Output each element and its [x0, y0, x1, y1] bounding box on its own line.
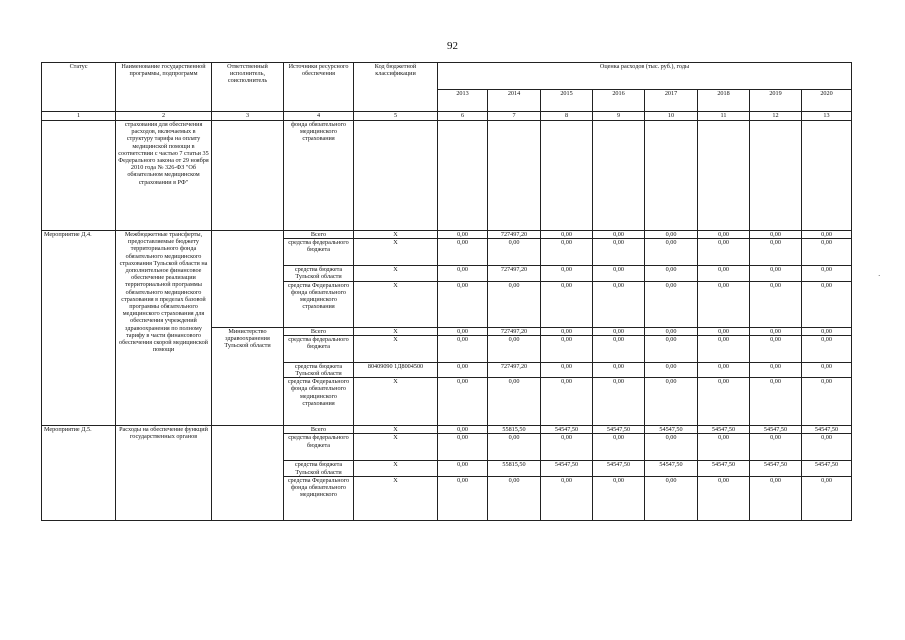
value-cell: 0,00	[802, 335, 852, 362]
column-number: 7	[488, 112, 541, 121]
header-sources: Источники ресурсного обеспечения	[284, 63, 354, 112]
source-cell: средства Федерального фонда обязательного медицинского страхования	[284, 281, 354, 327]
year-cell: 2016	[593, 90, 645, 112]
value-cell: 0,00	[750, 362, 802, 377]
executor-blank	[212, 231, 284, 328]
year-cell: 2020	[802, 90, 852, 112]
value-cell: 0,00	[438, 461, 488, 476]
value-cell: 0,00	[698, 434, 750, 461]
measure-d5	[42, 426, 852, 521]
value-cell: 0,00	[541, 378, 593, 426]
value-cell: 727497,20	[488, 327, 541, 335]
value-cell: 0,00	[750, 239, 802, 266]
year-cell: 2013	[438, 90, 488, 112]
value-cell: 0,00	[541, 327, 593, 335]
value-cell: 0,00	[645, 434, 698, 461]
column-number: 13	[802, 112, 852, 121]
value-cell: 0,00	[698, 362, 750, 377]
value-cell: 0,00	[488, 476, 541, 520]
value-cell: 0,00	[645, 362, 698, 377]
value-cell: 0,00	[802, 434, 852, 461]
value-cell: 0,00	[802, 239, 852, 266]
source-cell: Всего	[284, 231, 354, 239]
value-cell: 54547,50	[645, 426, 698, 434]
value-cell: 0,00	[802, 266, 852, 281]
value-cell: 0,00	[438, 426, 488, 434]
column-number: 8	[541, 112, 593, 121]
value-cell: 0,00	[698, 266, 750, 281]
budget-code-cell: X	[354, 476, 438, 520]
value-cell: 727497,20	[488, 362, 541, 377]
margin-dot: ·	[878, 272, 881, 280]
header-name: Наименование государственной программы, подпрограмм	[116, 63, 212, 112]
column-number: 1	[42, 112, 116, 121]
header-status: Статус	[42, 63, 116, 112]
value-cell: 0,00	[541, 266, 593, 281]
value-cell: 0,00	[438, 378, 488, 426]
value-cell: 0,00	[541, 362, 593, 377]
source-cell: средства федерального бюджета	[284, 239, 354, 266]
value-cell: 55815,50	[488, 461, 541, 476]
value-cell: 0,00	[438, 281, 488, 327]
source-cell: средства бюджета Тульской области	[284, 266, 354, 281]
source-cell: средства бюджета Тульской области	[284, 362, 354, 377]
year-cell: 2015	[541, 90, 593, 112]
column-number: 10	[645, 112, 698, 121]
value-cell: 0,00	[438, 434, 488, 461]
value-cell: 0,00	[750, 266, 802, 281]
budget-code-cell: 80409090 1Д8004500	[354, 362, 438, 377]
value-cell: 0,00	[802, 327, 852, 335]
source-cell: средства бюджета Тульской области	[284, 461, 354, 476]
value-cell: 0,00	[593, 281, 645, 327]
year-cell: 2014	[488, 90, 541, 112]
value-cell: 0,00	[438, 362, 488, 377]
year-cell: 2017	[645, 90, 698, 112]
header-estimate: Оценка расходов (тыс. руб.), годы	[438, 63, 852, 90]
budget-code-cell: X	[354, 281, 438, 327]
value-cell: 0,00	[750, 327, 802, 335]
value-cell: 0,00	[802, 281, 852, 327]
value-cell: 0,00	[438, 327, 488, 335]
executor-cell: Министерство здравоохранения Тульской области	[212, 327, 284, 426]
value-cell: 0,00	[593, 335, 645, 362]
value-cell: 54547,50	[750, 461, 802, 476]
column-number: 5	[354, 112, 438, 121]
continuation-row	[42, 121, 852, 231]
value-cell: 0,00	[593, 362, 645, 377]
value-cell: 0,00	[698, 327, 750, 335]
value-cell: 0,00	[698, 335, 750, 362]
value-cell: 0,00	[645, 476, 698, 520]
table-row	[42, 426, 852, 434]
value-cell: 0,00	[750, 434, 802, 461]
column-number: 3	[212, 112, 284, 121]
value-cell: 0,00	[645, 266, 698, 281]
budget-table	[41, 62, 852, 521]
value-cell: 54547,50	[593, 426, 645, 434]
value-cell: 54547,50	[802, 461, 852, 476]
measure-status: Мероприятие Д.5.	[42, 426, 116, 521]
value-cell: 0,00	[698, 231, 750, 239]
value-cell: 0,00	[698, 476, 750, 520]
value-cell: 54547,50	[645, 461, 698, 476]
value-cell: 0,00	[750, 378, 802, 426]
value-cell: 0,00	[593, 434, 645, 461]
executor-blank	[212, 426, 284, 521]
table-row	[42, 231, 852, 239]
value-cell: 0,00	[802, 231, 852, 239]
budget-code-cell: X	[354, 266, 438, 281]
source-cell: средства Федерального фонда обязательного медицинского	[284, 476, 354, 520]
value-cell: 54547,50	[802, 426, 852, 434]
value-cell: 0,00	[438, 266, 488, 281]
source-cell: средства федерального бюджета	[284, 434, 354, 461]
continuation-name: страхования для обеспечения расходов, включаемых в структуру тарифа на оплату медицинской помощи в соответствии с частью 7 статьи 35 Федерального закона от 29 ноября 2010 года № 326-ФЗ "Об обязательном медицинском страховании в РФ"	[116, 121, 212, 231]
value-cell: 0,00	[488, 239, 541, 266]
page-number: 92	[447, 40, 458, 52]
value-cell: 0,00	[438, 335, 488, 362]
continuation-source: фонда обязательного медицинского страхования	[284, 121, 354, 231]
value-cell: 0,00	[750, 335, 802, 362]
value-cell: 0,00	[698, 281, 750, 327]
value-cell: 0,00	[802, 476, 852, 520]
column-number: 2	[116, 112, 212, 121]
value-cell: 0,00	[541, 231, 593, 239]
budget-code-cell: X	[354, 335, 438, 362]
value-cell: 0,00	[750, 476, 802, 520]
value-cell: 0,00	[438, 231, 488, 239]
value-cell: 55815,50	[488, 426, 541, 434]
value-cell: 0,00	[593, 476, 645, 520]
value-cell: 0,00	[645, 378, 698, 426]
source-cell: Всего	[284, 426, 354, 434]
value-cell: 54547,50	[698, 461, 750, 476]
source-cell: средства Федерального фонда обязательного медицинского страхования	[284, 378, 354, 426]
column-number: 6	[438, 112, 488, 121]
header-executor: Ответственный исполнитель, соисполнитель	[212, 63, 284, 112]
value-cell: 0,00	[593, 266, 645, 281]
value-cell: 0,00	[593, 327, 645, 335]
value-cell: 54547,50	[541, 426, 593, 434]
value-cell: 0,00	[438, 476, 488, 520]
value-cell: 0,00	[488, 281, 541, 327]
value-cell: 0,00	[488, 335, 541, 362]
budget-code-cell: X	[354, 327, 438, 335]
value-cell: 0,00	[645, 335, 698, 362]
column-number: 11	[698, 112, 750, 121]
source-cell: Всего	[284, 327, 354, 335]
value-cell: 0,00	[698, 239, 750, 266]
value-cell: 0,00	[541, 281, 593, 327]
value-cell: 0,00	[645, 231, 698, 239]
year-cell: 2019	[750, 90, 802, 112]
value-cell: 0,00	[541, 476, 593, 520]
value-cell: 54547,50	[593, 461, 645, 476]
value-cell: 0,00	[541, 239, 593, 266]
value-cell: 0,00	[645, 281, 698, 327]
value-cell: 54547,50	[750, 426, 802, 434]
header-budget-code: Код бюджетной классификации	[354, 63, 438, 112]
column-number: 9	[593, 112, 645, 121]
year-cell: 2018	[698, 90, 750, 112]
value-cell: 0,00	[541, 434, 593, 461]
budget-code-cell: X	[354, 231, 438, 239]
value-cell: 0,00	[645, 239, 698, 266]
budget-code-cell: X	[354, 239, 438, 266]
budget-code-cell: X	[354, 426, 438, 434]
value-cell: 0,00	[488, 434, 541, 461]
value-cell: 0,00	[750, 281, 802, 327]
value-cell: 0,00	[645, 327, 698, 335]
budget-code-cell: X	[354, 434, 438, 461]
value-cell: 0,00	[750, 231, 802, 239]
value-cell: 727497,20	[488, 266, 541, 281]
measure-name: Межбюджетные трансферты, предоставляемые бюджету территориального фонда обязательного медицинского страхования Тульской области на дополнительное финансовое обеспечение реализации территориальной программы обязательного медицинского страхования в пределах базовой программы обязательного медицинского страхования для обеспечения учреждений здравоохранения по полному тарифу в части финансового обеспечения скорой медицинской помощи	[116, 231, 212, 426]
value-cell: 0,00	[438, 239, 488, 266]
value-cell: 727497,20	[488, 231, 541, 239]
value-cell: 0,00	[541, 335, 593, 362]
value-cell: 0,00	[802, 362, 852, 377]
value-cell: 0,00	[593, 239, 645, 266]
value-cell: 0,00	[802, 378, 852, 426]
value-cell: 0,00	[698, 378, 750, 426]
value-cell: 0,00	[488, 378, 541, 426]
source-cell: средства федерального бюджета	[284, 335, 354, 362]
value-cell: 0,00	[593, 378, 645, 426]
measure-name: Расходы на обеспечение функций государственных органов	[116, 426, 212, 521]
column-number-row	[42, 112, 852, 121]
budget-code-cell: X	[354, 378, 438, 426]
column-number: 4	[284, 112, 354, 121]
value-cell: 54547,50	[541, 461, 593, 476]
value-cell: 54547,50	[698, 426, 750, 434]
measure-status: Мероприятие Д.4.	[42, 231, 116, 426]
value-cell: 0,00	[593, 231, 645, 239]
measure-d4	[42, 231, 852, 426]
budget-code-cell: X	[354, 461, 438, 476]
column-number: 12	[750, 112, 802, 121]
